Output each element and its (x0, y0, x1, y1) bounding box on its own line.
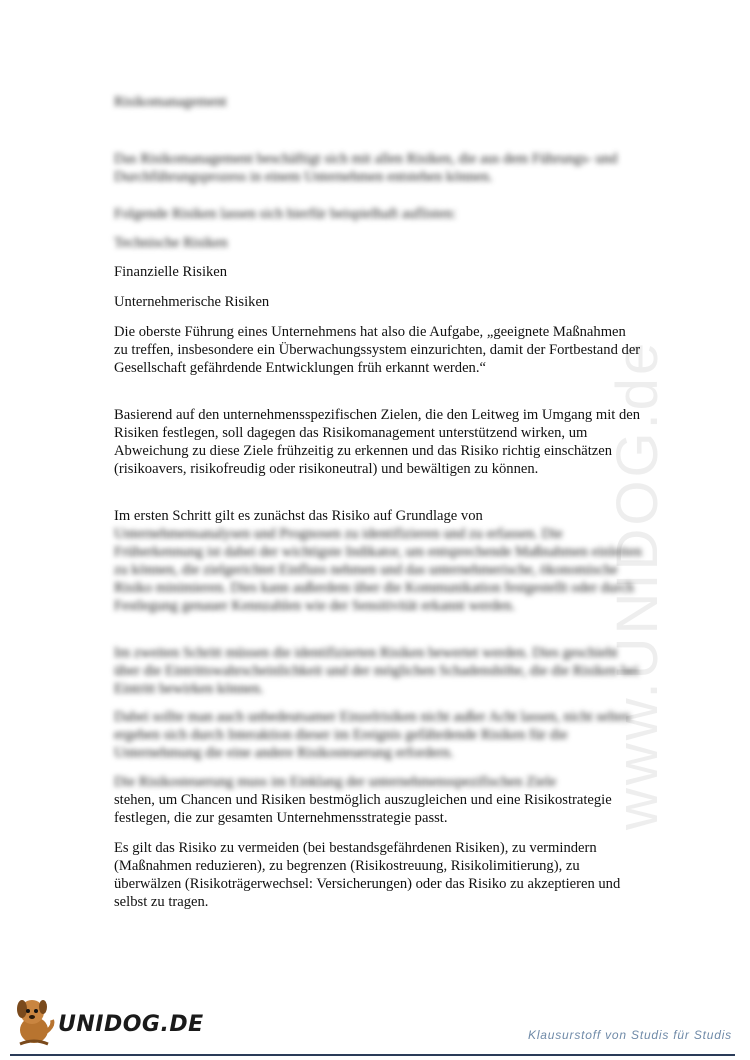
paragraph-list-intro: Folgende Risiken lassen sich hierfür beispielhaft auflisten: (114, 206, 457, 222)
risk-item-technical: Technische Risiken (114, 235, 228, 251)
footer-divider (10, 1054, 735, 1056)
paragraph-second-step: Im zweiten Schritt müssen die identifizierten Risiken bewertet werden. Dies geschieht über die Eintrittswahrscheinlichkeit und der möglichen Schadenshöhe, die die Risiken bei Eintritt bewirken können. (114, 645, 639, 697)
document-title: Risikomanagement (114, 94, 227, 110)
paragraph-first-step-blurred: Unternehmensanalysen und Prognosen zu identifizieren und zu erfassen. Die Früherkennung ist dabei der wichtigste Indikator, um entsprechende Maßnahmen einleiten zu können, die zielgerichtet Einfluss nehmen und das unternehmerische, ökonomische Risiko minimieren. Dies kann außerdem über die Kommunikation festgestellt oder durch Festlegung genauer Kennzahlen wie der Sensitivität erkannt werden. (114, 526, 642, 614)
paragraph-management-task: Die oberste Führung eines Unternehmens hat also die Aufgabe, „geeignete Maßnahmen zu treffen, insbesondere ein Überwachungssystem einzurichten, damit der Fortbestand der Gesellschaft gefährdende Entwicklungen früh erkannt werden.“ (114, 324, 641, 376)
unidog-logo (10, 992, 204, 1052)
risk-item-entrepreneurial: Unternehmerische Risiken (114, 294, 270, 310)
footer-slogan: Klausurstoff von Studis für Studis (528, 1028, 732, 1042)
paragraph-strategy-blurred: Die Risikosteuerung muss im Einklang der unternehmensspezifischen Ziele (114, 774, 557, 790)
paragraph-intro: Das Risikomanagement beschäftigt sich mit allen Risiken, die aus dem Führungs- und Durchführungsprozess in einem Unternehmen entstehen können. (114, 151, 618, 185)
paragraph-individual-risks: Dabei sollte man auch unbedeutsamer Einzelrisiken nicht außer Acht lassen, nicht selten ergeben sich durch Interaktion dieser im Ereignis gefährdende Risiken für die Unternehmung die eine andere Risikosteuerung erfordern. (114, 709, 631, 761)
watermark-text: www.UNIDOG.de (605, 339, 670, 830)
paragraph-first-step-visible: Im ersten Schritt gilt es zunächst das Risiko auf Grundlage von (114, 508, 483, 524)
paragraph-strategy-visible: stehen, um Chancen und Risiken bestmöglich auszugleichen und eine Risikostrategie festlegen, die zur gesamten Unternehmensstrategie passt. (114, 792, 612, 826)
paragraph-options: Es gilt das Risiko zu vermeiden (bei bestandsgefährdenen Risiken), zu vermindern (Maßnahmen reduzieren), zu begrenzen (Risikostreuung, Risikolimitierung), zu überwälzen (Risikoträgerwechsel: Versicherungen) oder das Risiko zu akzeptieren und selbst zu tragen. (114, 840, 621, 910)
dog-mascot-icon (10, 992, 56, 1048)
risk-item-financial: Finanzielle Risiken (114, 264, 228, 280)
paragraph-objectives: Basierend auf den unternehmensspezifischen Zielen, die den Leitweg im Umgang mit den Risiken festlegen, soll dagegen das Risikomanagement unterstützend wirken, um Abweichung zu diese Ziele frühzeitig zu erkennen und das Risiko richtig einschätzen (risikoavers, risikofreudig oder risikoneutral) und bewältigen zu können. (114, 407, 641, 477)
logo-text: UNIDOG.DE (58, 1012, 204, 1037)
